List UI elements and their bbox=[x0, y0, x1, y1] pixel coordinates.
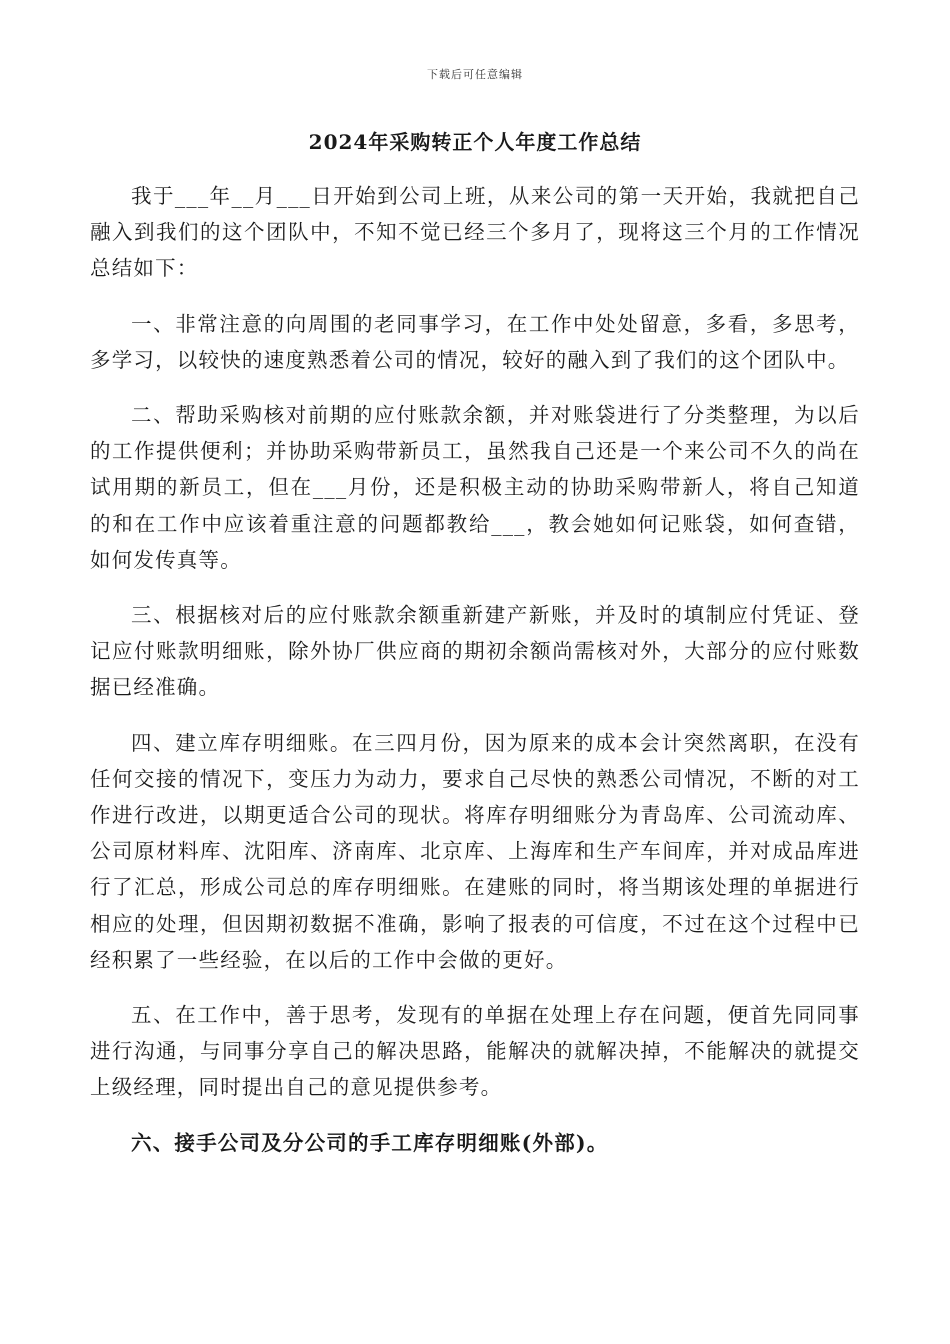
document-body bbox=[90, 178, 860, 1180]
paragraph-item-3: 三、根据核对后的应付账款余额重新建产新账，并及时的填制应付凭证、登记应付账款明细账，除外协厂供应商的期初余额尚需核对外，大部分的应付账数据已经准确。 bbox=[90, 603, 860, 700]
header-note: 下载后可任意编辑 bbox=[427, 68, 523, 81]
paragraph-item-4: 四、建立库存明细账。在三四月份，因为原来的成本会计突然离职，在没有任何交接的情况下，变压力为动力，要求自己尽快的熟悉公司情况，不断的对工作进行改进，以期更适合公司的现状。将库存明细账分为青岛库、公司流动库、公司原材料库、沈阳库、济南库、北京库、上海库和生产车间库，并对成品库进行了汇总，形成公司总的库存明细账。在建账的同时，将当期该处理的单据进行相应的处理，但因期初数据不准确，影响了报表的可信度，不过在这个过程中已经积累了一些经验，在以后的工作中会做的更好。 bbox=[90, 730, 860, 972]
paragraph-item-1: 一、非常注意的向周围的老同事学习，在工作中处处留意，多看，多思考，多学习，以较快的速度熟悉着公司的情况，较好的融入到了我们的这个团队中。 bbox=[90, 311, 860, 372]
paragraph-item-2: 二、帮助采购核对前期的应付账款余额，并对账袋进行了分类整理，为以后的工作提供便利；并协助采购带新员工，虽然我自己还是一个来公司不久的尚在试用期的新员工，但在___月份，还是积极主动的协助采购带新人，将自己知道的和在工作中应该着重注意的问题都教给___，教会她如何记账袋，如何查错，如何发传真等。 bbox=[90, 403, 860, 572]
paragraph-intro: 我于___年__月___日开始到公司上班，从来公司的第一天开始，我就把自己融入到我们的这个团队中，不知不觉已经三个多月了，现将这三个月的工作情况总结如下： bbox=[90, 184, 860, 281]
paragraph-item-6-heading: 六、接手公司及分公司的手工库存明细账(外部)。 bbox=[131, 1130, 609, 1155]
paragraph-item-5: 五、在工作中，善于思考，发现有的单据在处理上存在问题，便首先同同事进行沟通，与同事分享自己的解决思路，能解决的就解决掉，不能解决的就提交上级经理，同时提出自己的意见提供参考。 bbox=[90, 1003, 860, 1100]
document-title: 2024年采购转正个人年度工作总结 bbox=[308, 130, 642, 154]
